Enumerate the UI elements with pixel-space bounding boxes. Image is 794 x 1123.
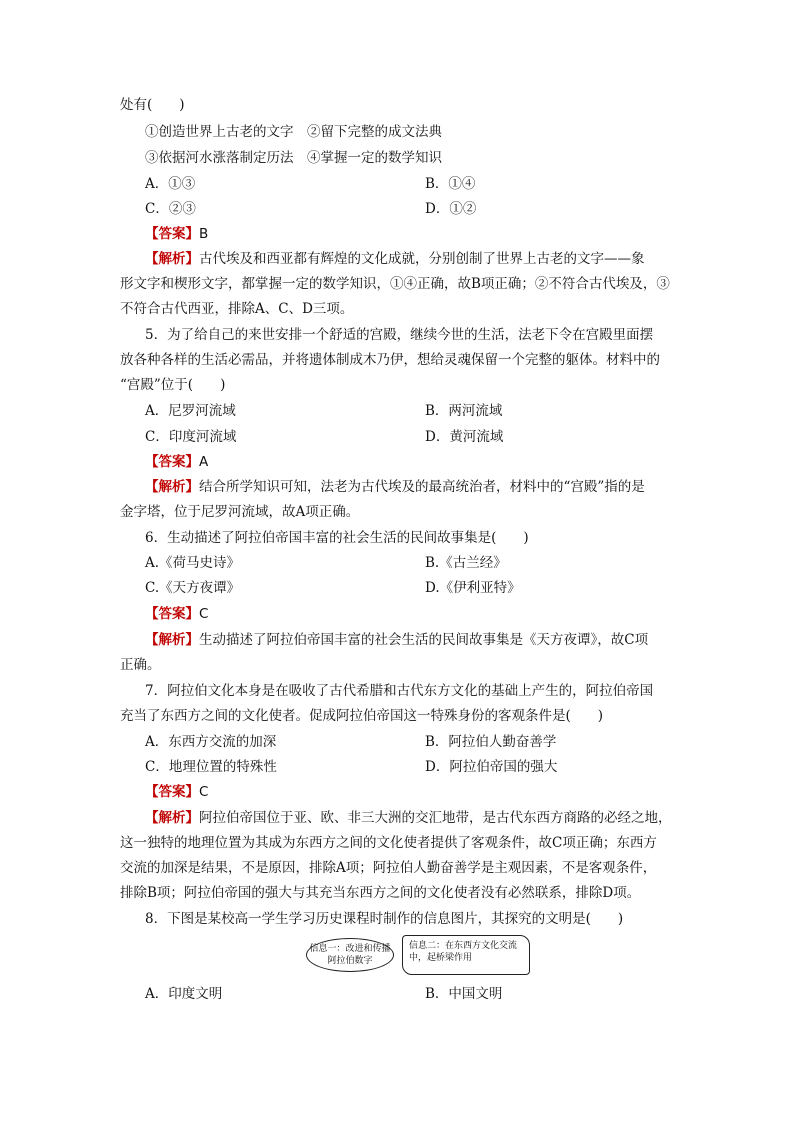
analysis-tag: 【解析】 [145,632,199,648]
q7-answer [145,782,208,802]
q5-stem-1: 5．为了给自己的来世安排一个舒适的宫殿，继续今世的生活，法老下令在宫殿里面摆 [145,327,654,343]
q7-analysis-1 [145,808,672,828]
q5-stem-2: 放各种各样的生活必需品，并将遗体制成木乃伊，想给灵魂保留一个完整的躯体。材料中的 [120,352,660,368]
q6-option-a: A.《荷马史诗》 [145,555,241,571]
info-bubble: 信息一：改进和传播阿拉伯数字 [306,938,394,972]
answer-value: B [199,226,209,242]
q4-analysis-3: 不符合古代西亚，排除A、C、D三项。 [120,301,354,317]
analysis-tag: 【解析】 [145,479,199,495]
q5-answer [145,452,208,472]
analysis-text: 结合所学知识可知，法老为古代埃及的最高统治者，材料中的“宫殿”指的是 [199,479,645,495]
answer-tag: 【答案】 [145,784,199,800]
q5-analysis-1 [145,477,645,497]
q8-option-a: A．印度文明 [145,986,223,1002]
q5-option-b: B．两河流域 [425,403,503,419]
q6-answer [145,604,208,624]
q6-option-d: D.《伊利亚特》 [425,580,521,596]
q7-option-d: D．阿拉伯帝国的强大 [425,759,558,775]
q5-stem-3: “宫殿”位于( ) [120,377,226,393]
q6-analysis-2: 正确。 [120,657,161,673]
q7-option-b: B．阿拉伯人勤奋善学 [425,734,557,750]
q7-analysis-3: 交流的加深是结果，不是原因，排除A项；阿拉伯人勤奋善学是主观因素，不是客观条件， [120,860,657,876]
q6-analysis-1 [145,630,648,650]
q7-analysis-4: 排除B项；阿拉伯帝国的强大与其充当东西方之间的文化使者没有必然联系，排除D项。 [120,885,641,901]
answer-value: C [199,784,209,800]
q8-stem-1: 8．下图是某校高一学生学习历史课程时制作的信息图片，其探究的文明是( ) [145,911,624,927]
answer-value: A [199,454,209,470]
q4-statements-1: ①创造世界上古老的文字 ②留下完整的成文法典 [145,124,442,140]
analysis-tag: 【解析】 [145,810,199,826]
q5-option-c: C．印度河流域 [145,429,237,445]
analysis-text: 阿拉伯帝国位于亚、欧、非三大洲的交汇地带，是古代东西方商路的必经之地， [199,810,672,826]
q7-stem-1: 7．阿拉伯文化本身是在吸收了古代希腊和古代东方文化的基础上产生的，阿拉伯帝国 [145,683,654,699]
q7-option-a: A．东西方交流的加深 [145,734,277,750]
info-scroll: 信息二：在东西方文化交流中，起桥梁作用 [402,935,530,975]
q4-option-d: D．①② [425,201,477,217]
q4-option-a: A．①③ [145,176,196,192]
q6-option-c: C.《天方夜谭》 [145,580,241,596]
info-figure [306,935,536,977]
q4-option-b: B．①④ [425,176,476,192]
answer-tag: 【答案】 [145,454,199,470]
q7-stem-2: 充当了东西方之间的文化使者。促成阿拉伯帝国这一特殊身份的客观条件是( ) [120,708,604,724]
analysis-text: 古代埃及和西亚都有辉煌的文化成就，分别创制了世界上古老的文字——象 [199,251,645,267]
q6-stem-1: 6．生动描述了阿拉伯帝国丰富的社会生活的民间故事集是( ) [145,530,529,546]
q4-statements-2: ③依据河水涨落制定历法 ④掌握一定的数学知识 [145,150,442,166]
q5-option-d: D．黄河流域 [425,429,504,445]
q4-stem-tail: 处有( ) [120,97,185,113]
q5-option-a: A．尼罗河流域 [145,403,236,419]
q7-analysis-2: 这一独特的地理位置为其成为东西方之间的文化使者提供了客观条件，故C项正确；东西方 [120,835,657,851]
answer-tag: 【答案】 [145,226,199,242]
answer-tag: 【答案】 [145,606,199,622]
q7-option-c: C．地理位置的特殊性 [145,759,277,775]
q4-option-c: C．②③ [145,201,196,217]
q4-answer [145,224,208,244]
q4-analysis-1 [145,249,645,269]
q4-analysis-2: 形文字和楔形文字，都掌握一定的数学知识，①④正确，故B项正确；②不符合古代埃及，③ [120,276,670,292]
q8-option-b: B．中国文明 [425,986,503,1002]
analysis-text: 生动描述了阿拉伯帝国丰富的社会生活的民间故事集是《天方夜谭》，故C项 [199,632,649,648]
analysis-tag: 【解析】 [145,251,199,267]
answer-value: C [199,606,209,622]
q6-option-b: B.《古兰经》 [425,555,507,571]
q5-analysis-2: 金字塔，位于尼罗河流域，故A项正确。 [120,504,360,520]
